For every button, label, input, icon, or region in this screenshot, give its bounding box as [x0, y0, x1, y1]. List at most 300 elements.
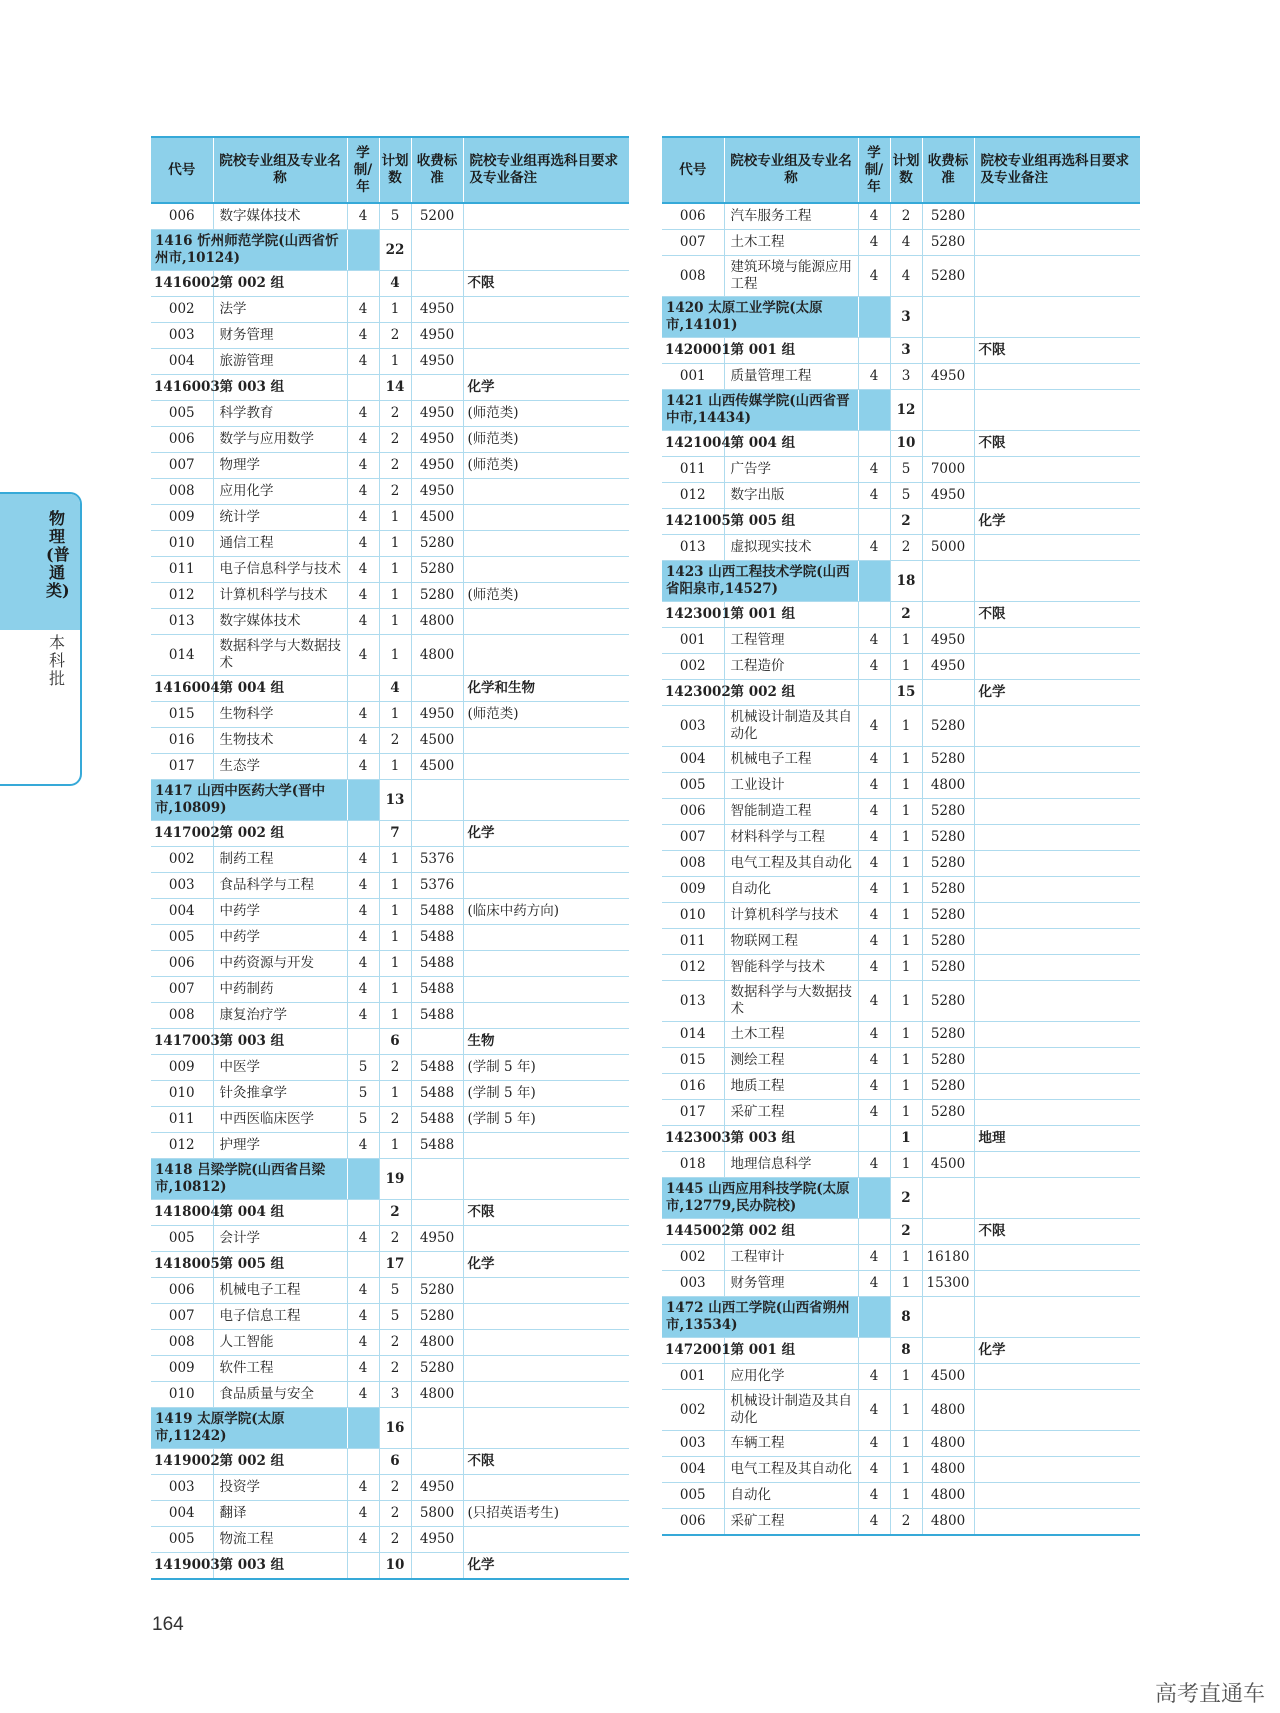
code-cell: 014	[151, 635, 213, 676]
major-row	[662, 1048, 1140, 1074]
group-name: 第 005 组	[724, 509, 858, 535]
plan-count: 18	[890, 561, 922, 602]
requirement-cell: 化学	[974, 1338, 1140, 1364]
group-name: 第 001 组	[724, 338, 858, 364]
plan-count: 7	[379, 821, 411, 847]
major-name: 质量管理工程	[724, 364, 858, 390]
group-row	[151, 821, 629, 847]
plan-count: 1	[890, 747, 922, 773]
years-cell	[858, 431, 890, 457]
major-row	[151, 873, 629, 899]
years-cell: 5	[347, 1107, 379, 1133]
major-row	[151, 1330, 629, 1356]
fee-cell: 4950	[922, 628, 974, 654]
header-fee: 收费标准	[922, 137, 974, 203]
requirement-cell	[974, 903, 1140, 929]
code-cell: 002	[662, 1390, 724, 1431]
years-cell	[347, 1029, 379, 1055]
requirement-cell: 不限	[463, 1449, 629, 1475]
major-row	[151, 583, 629, 609]
code-cell: 006	[151, 951, 213, 977]
plan-count: 1	[379, 297, 411, 323]
requirement-cell	[463, 1527, 629, 1553]
years-cell	[858, 1219, 890, 1245]
fee-cell: 5488	[411, 1055, 463, 1081]
major-row	[662, 483, 1140, 509]
code-cell: 005	[151, 1226, 213, 1252]
plan-count: 5	[890, 483, 922, 509]
major-row	[662, 1100, 1140, 1126]
group-row	[151, 1553, 629, 1580]
code-cell: 1472001	[662, 1338, 724, 1364]
plan-count: 8	[890, 1297, 922, 1338]
major-name: 地理信息科学	[724, 1152, 858, 1178]
plan-count: 4	[379, 676, 411, 702]
table-body	[662, 203, 1140, 1535]
requirement-cell	[463, 728, 629, 754]
group-name: 第 002 组	[724, 1219, 858, 1245]
institution-row	[151, 230, 629, 271]
fee-cell	[922, 680, 974, 706]
code-cell: 006	[151, 427, 213, 453]
code-cell: 001	[662, 628, 724, 654]
major-name: 数字出版	[724, 483, 858, 509]
major-name: 虚拟现实技术	[724, 535, 858, 561]
major-row	[151, 847, 629, 873]
plan-count: 3	[890, 364, 922, 390]
major-name: 中药资源与开发	[213, 951, 347, 977]
plan-count: 2	[379, 1330, 411, 1356]
major-row	[151, 1475, 629, 1501]
years-cell: 4	[347, 323, 379, 349]
fee-cell: 4950	[411, 1475, 463, 1501]
years-cell: 4	[347, 925, 379, 951]
plan-count: 2	[379, 1501, 411, 1527]
fee-cell: 4950	[411, 453, 463, 479]
years-cell: 4	[858, 1509, 890, 1536]
code-cell: 010	[151, 1081, 213, 1107]
major-row	[151, 1382, 629, 1408]
major-name: 人工智能	[213, 1330, 347, 1356]
years-cell	[858, 680, 890, 706]
plan-count: 2	[379, 1356, 411, 1382]
fee-cell: 4950	[411, 1527, 463, 1553]
fee-cell: 5280	[922, 706, 974, 747]
fee-cell: 4950	[411, 427, 463, 453]
major-name: 建筑环境与能源应用工程	[724, 256, 858, 297]
code-cell: 1418005	[151, 1252, 213, 1278]
years-cell: 4	[858, 1152, 890, 1178]
code-cell: 002	[151, 847, 213, 873]
years-cell: 4	[858, 1022, 890, 1048]
requirement-cell	[974, 230, 1140, 256]
years-cell	[347, 821, 379, 847]
requirement-cell	[463, 1330, 629, 1356]
requirement-cell	[463, 1003, 629, 1029]
requirement-cell: 不限	[463, 271, 629, 297]
plan-count: 3	[890, 297, 922, 338]
fee-cell: 5280	[922, 1048, 974, 1074]
code-cell: 1421005	[662, 509, 724, 535]
major-row	[662, 1152, 1140, 1178]
requirement-cell	[974, 203, 1140, 230]
major-name: 地质工程	[724, 1074, 858, 1100]
requirement-cell	[974, 483, 1140, 509]
group-name: 第 002 组	[213, 821, 347, 847]
plan-count: 5	[890, 457, 922, 483]
major-row	[662, 929, 1140, 955]
major-row	[662, 628, 1140, 654]
plan-count: 1	[890, 628, 922, 654]
plan-count: 2	[379, 728, 411, 754]
code-cell: 002	[662, 1245, 724, 1271]
plan-count: 1	[379, 873, 411, 899]
years-cell: 4	[858, 747, 890, 773]
plan-count: 6	[379, 1449, 411, 1475]
years-cell: 4	[347, 1356, 379, 1382]
institution-row	[151, 1408, 629, 1449]
group-row	[662, 1338, 1140, 1364]
major-row	[662, 1074, 1140, 1100]
code-cell: 008	[662, 256, 724, 297]
requirement-cell	[463, 977, 629, 1003]
years-cell: 4	[347, 505, 379, 531]
fee-cell: 5488	[411, 1081, 463, 1107]
major-row	[151, 401, 629, 427]
code-cell: 006	[662, 799, 724, 825]
code-cell: 012	[662, 483, 724, 509]
requirement-cell	[974, 535, 1140, 561]
major-name: 电气工程及其自动化	[724, 851, 858, 877]
major-row	[151, 531, 629, 557]
years-cell: 4	[858, 877, 890, 903]
major-row	[151, 427, 629, 453]
plan-count: 2	[379, 1475, 411, 1501]
major-name: 自动化	[724, 877, 858, 903]
fee-cell: 4950	[922, 483, 974, 509]
years-cell: 4	[347, 754, 379, 780]
plan-count: 1	[379, 925, 411, 951]
major-name: 电子信息工程	[213, 1304, 347, 1330]
requirement-cell	[974, 628, 1140, 654]
group-row	[151, 375, 629, 401]
requirement-cell	[463, 297, 629, 323]
major-name: 数字媒体技术	[213, 203, 347, 230]
major-row	[662, 1022, 1140, 1048]
code-cell: 002	[662, 654, 724, 680]
code-cell: 015	[662, 1048, 724, 1074]
requirement-cell	[463, 1356, 629, 1382]
fee-cell: 5488	[411, 1107, 463, 1133]
admissions-table-right	[662, 136, 1140, 1536]
major-name: 土木工程	[724, 1022, 858, 1048]
years-cell	[347, 271, 379, 297]
fee-cell	[922, 561, 974, 602]
fee-cell	[411, 230, 463, 271]
major-row	[662, 851, 1140, 877]
plan-count: 1	[890, 877, 922, 903]
code-cell: 007	[151, 453, 213, 479]
major-name: 生态学	[213, 754, 347, 780]
requirement-cell	[463, 1408, 629, 1449]
major-name: 自动化	[724, 1483, 858, 1509]
major-name: 电气工程及其自动化	[724, 1457, 858, 1483]
code-cell: 003	[151, 323, 213, 349]
requirement-cell: (师范类)	[463, 401, 629, 427]
code-cell: 003	[151, 873, 213, 899]
major-row	[662, 1245, 1140, 1271]
fee-cell	[922, 431, 974, 457]
group-row	[151, 1252, 629, 1278]
institution-name: 1416 忻州师范学院(山西省忻州市,10124)	[151, 230, 347, 271]
fee-cell: 5280	[922, 230, 974, 256]
fee-cell: 4950	[922, 364, 974, 390]
plan-count: 1	[379, 754, 411, 780]
major-row	[662, 1390, 1140, 1431]
plan-count: 1	[890, 773, 922, 799]
code-cell: 015	[151, 702, 213, 728]
code-cell: 014	[662, 1022, 724, 1048]
code-cell: 1423003	[662, 1126, 724, 1152]
years-cell: 4	[347, 1330, 379, 1356]
major-name: 智能制造工程	[724, 799, 858, 825]
group-row	[662, 509, 1140, 535]
code-cell: 008	[151, 1003, 213, 1029]
requirement-cell	[974, 825, 1140, 851]
fee-cell	[922, 1297, 974, 1338]
fee-cell: 4800	[411, 1382, 463, 1408]
major-name: 统计学	[213, 505, 347, 531]
years-cell: 4	[858, 1271, 890, 1297]
major-name: 机械设计制造及其自动化	[724, 1390, 858, 1431]
years-cell: 4	[347, 1475, 379, 1501]
fee-cell: 5488	[411, 899, 463, 925]
group-row	[151, 1200, 629, 1226]
code-cell: 006	[151, 203, 213, 230]
years-cell: 4	[347, 349, 379, 375]
requirement-cell	[463, 479, 629, 505]
years-cell	[347, 1553, 379, 1580]
requirement-cell	[463, 873, 629, 899]
group-name: 第 001 组	[724, 1338, 858, 1364]
major-name: 数学与应用数学	[213, 427, 347, 453]
plan-count: 1	[890, 1048, 922, 1074]
code-cell: 1417003	[151, 1029, 213, 1055]
major-name: 工程审计	[724, 1245, 858, 1271]
plan-count: 8	[890, 1338, 922, 1364]
plan-count: 5	[379, 1304, 411, 1330]
code-cell: 007	[151, 977, 213, 1003]
header-plan: 计划数	[379, 137, 411, 203]
code-cell: 006	[151, 1278, 213, 1304]
header-plan: 计划数	[890, 137, 922, 203]
years-cell: 4	[347, 557, 379, 583]
code-cell: 004	[151, 349, 213, 375]
code-cell: 011	[662, 929, 724, 955]
code-cell: 001	[662, 1364, 724, 1390]
major-row	[662, 364, 1140, 390]
requirement-cell	[974, 1022, 1140, 1048]
requirement-cell	[974, 364, 1140, 390]
years-cell: 4	[347, 1382, 379, 1408]
requirement-cell: 化学	[974, 680, 1140, 706]
requirement-cell	[463, 1382, 629, 1408]
plan-count: 1	[890, 955, 922, 981]
fee-cell: 7000	[922, 457, 974, 483]
years-cell: 4	[858, 929, 890, 955]
fee-cell: 4950	[411, 479, 463, 505]
code-cell: 007	[151, 1304, 213, 1330]
major-row	[151, 754, 629, 780]
plan-count: 14	[379, 375, 411, 401]
group-name: 第 004 组	[724, 431, 858, 457]
fee-cell	[922, 390, 974, 431]
code-cell: 017	[662, 1100, 724, 1126]
plan-count: 5	[379, 203, 411, 230]
requirement-cell: (临床中药方向)	[463, 899, 629, 925]
major-name: 应用化学	[724, 1364, 858, 1390]
plan-count: 1	[890, 1126, 922, 1152]
fee-cell: 4800	[411, 609, 463, 635]
fee-cell: 5488	[411, 951, 463, 977]
years-cell: 4	[858, 1390, 890, 1431]
code-cell: 010	[151, 1382, 213, 1408]
years-cell: 4	[858, 654, 890, 680]
years-cell	[347, 1449, 379, 1475]
requirement-cell	[974, 561, 1140, 602]
plan-count: 2	[379, 479, 411, 505]
institution-name: 1472 山西工学院(山西省朔州市,13534)	[662, 1297, 858, 1338]
plan-count: 1	[890, 1271, 922, 1297]
major-row	[151, 951, 629, 977]
years-cell: 4	[347, 899, 379, 925]
admissions-table-left	[151, 136, 629, 1580]
major-name: 软件工程	[213, 1356, 347, 1382]
plan-count: 3	[379, 1382, 411, 1408]
code-cell: 017	[151, 754, 213, 780]
major-row	[151, 297, 629, 323]
fee-cell: 4800	[922, 1509, 974, 1536]
years-cell: 4	[347, 401, 379, 427]
group-row	[662, 1219, 1140, 1245]
years-cell	[347, 375, 379, 401]
requirement-cell	[463, 203, 629, 230]
code-cell: 012	[662, 955, 724, 981]
plan-count: 2	[379, 1527, 411, 1553]
header-name: 院校专业组及专业名称	[213, 137, 347, 203]
major-row	[151, 1133, 629, 1159]
years-cell: 4	[858, 1074, 890, 1100]
requirement-cell: 生物	[463, 1029, 629, 1055]
code-cell: 1416002	[151, 271, 213, 297]
fee-cell: 4800	[411, 1330, 463, 1356]
fee-cell: 5280	[411, 1356, 463, 1382]
code-cell: 007	[662, 825, 724, 851]
code-cell: 004	[151, 1501, 213, 1527]
years-cell	[858, 1338, 890, 1364]
requirement-cell	[974, 297, 1140, 338]
years-cell	[347, 1408, 379, 1449]
requirement-cell	[463, 323, 629, 349]
years-cell: 4	[858, 364, 890, 390]
plan-count: 1	[890, 1390, 922, 1431]
requirement-cell: (师范类)	[463, 427, 629, 453]
requirement-cell: 化学和生物	[463, 676, 629, 702]
plan-count: 1	[890, 1245, 922, 1271]
plan-count: 1	[379, 557, 411, 583]
major-row	[662, 903, 1140, 929]
fee-cell: 5280	[411, 531, 463, 557]
plan-count: 19	[379, 1159, 411, 1200]
group-name: 第 002 组	[724, 680, 858, 706]
plan-count: 2	[890, 602, 922, 628]
fee-cell	[922, 1126, 974, 1152]
code-cell: 1419003	[151, 1553, 213, 1580]
plan-count: 12	[890, 390, 922, 431]
code-cell: 016	[151, 728, 213, 754]
code-cell: 1417002	[151, 821, 213, 847]
years-cell: 4	[347, 297, 379, 323]
major-row	[662, 1509, 1140, 1536]
fee-cell: 4950	[411, 323, 463, 349]
requirement-cell	[463, 349, 629, 375]
major-name: 生物技术	[213, 728, 347, 754]
plan-count: 1	[890, 706, 922, 747]
years-cell: 4	[858, 535, 890, 561]
fee-cell: 5280	[922, 903, 974, 929]
years-cell: 4	[858, 851, 890, 877]
requirement-cell	[974, 1431, 1140, 1457]
group-name: 第 005 组	[213, 1252, 347, 1278]
years-cell	[347, 1252, 379, 1278]
major-row	[151, 453, 629, 479]
requirement-cell	[974, 457, 1140, 483]
years-cell	[858, 602, 890, 628]
major-name: 测绘工程	[724, 1048, 858, 1074]
code-cell: 013	[662, 535, 724, 561]
group-name: 第 002 组	[213, 1449, 347, 1475]
code-cell: 012	[151, 583, 213, 609]
major-row	[151, 1278, 629, 1304]
requirement-cell	[974, 1297, 1140, 1338]
requirement-cell	[463, 780, 629, 821]
requirement-cell	[974, 799, 1140, 825]
plan-count: 22	[379, 230, 411, 271]
header-name: 院校专业组及专业名称	[724, 137, 858, 203]
years-cell: 4	[347, 531, 379, 557]
years-cell: 4	[858, 1364, 890, 1390]
requirement-cell	[463, 557, 629, 583]
code-cell: 013	[662, 981, 724, 1022]
years-cell: 4	[347, 1501, 379, 1527]
code-cell: 007	[662, 230, 724, 256]
major-name: 科学教育	[213, 401, 347, 427]
major-row	[151, 505, 629, 531]
major-name: 机械电子工程	[213, 1278, 347, 1304]
requirement-cell	[974, 1048, 1140, 1074]
fee-cell: 5488	[411, 925, 463, 951]
group-name: 第 003 组	[213, 375, 347, 401]
major-name: 中药学	[213, 925, 347, 951]
major-name: 针灸推拿学	[213, 1081, 347, 1107]
requirement-cell	[974, 1245, 1140, 1271]
major-row	[151, 1055, 629, 1081]
fee-cell: 5280	[922, 955, 974, 981]
plan-count: 4	[379, 271, 411, 297]
plan-count: 10	[379, 1553, 411, 1580]
requirement-cell: (只招英语考生)	[463, 1501, 629, 1527]
requirement-cell	[463, 1159, 629, 1200]
